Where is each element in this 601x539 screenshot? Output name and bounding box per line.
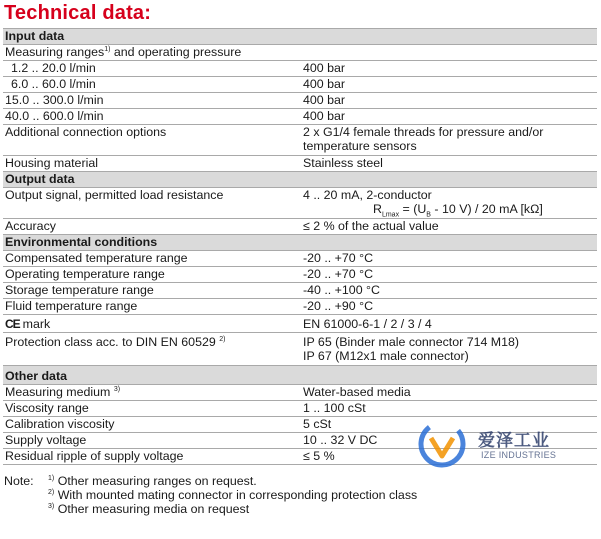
row-value: Stainless steel [301, 156, 597, 172]
row-value: 400 bar [301, 93, 597, 109]
section-title: Other data [3, 366, 597, 385]
table-row [3, 77, 597, 93]
row-label: Measuring ranges$^{1)}$ and operating pressure [3, 45, 597, 61]
row-label: 6.0 .. 60.0 l/min [3, 77, 301, 93]
table-row [3, 333, 597, 366]
row-label: 1.2 .. 20.0 l/min [3, 61, 301, 77]
row-label: Compensated temperature range [3, 251, 301, 267]
ize-watermark [418, 420, 578, 468]
table-row [3, 283, 597, 299]
table-row [3, 93, 597, 109]
ize-logo-icon [418, 420, 466, 468]
footnote-1: Note: $^{1)}$ Other measuring ranges on request. [4, 474, 257, 488]
row-value: 1 .. 100 cSt [301, 401, 597, 417]
row-value: -20 .. +70 °C [301, 267, 597, 283]
row-label: Operating temperature range [3, 267, 301, 283]
row-label: Supply voltage [3, 433, 301, 449]
table-row [3, 61, 597, 77]
section-header-environment [3, 235, 597, 251]
table-row [3, 267, 597, 283]
row-value: 4 .. 20 mA, 2-conductor $R_{Lmax} = (U_B - 10$ V) / 20 mA [kΩ] [301, 188, 597, 219]
row-label: Storage temperature range [3, 283, 301, 299]
table-row [3, 45, 597, 61]
row-label: Residual ripple of supply voltage [3, 449, 301, 465]
row-value: ≤ 2 % of the actual value [301, 219, 597, 235]
row-value: IP 65 (Binder male connector 714 M18) IP 67 (M12x1 male connector) [301, 333, 597, 366]
row-value: 2 x G1/4 female threads for pressure and/or temperature sensors [301, 125, 597, 156]
section-header-input [3, 29, 597, 45]
note-label: Note: [4, 474, 34, 488]
row-label: 15.0 .. 300.0 l/min [3, 93, 301, 109]
row-value: EN 61000-6-1 / 2 / 3 / 4 [301, 315, 597, 333]
footnote-2: $^{2)}$ With mounted mating connector in corresponding protection class [48, 488, 418, 502]
table-row [3, 125, 597, 156]
table-row [3, 156, 597, 172]
section-title: Output data [3, 172, 597, 188]
row-label: Calibration viscosity [3, 417, 301, 433]
technical-data-table [3, 28, 597, 465]
table-row [3, 401, 597, 417]
footnote-ref: 3) [113, 385, 121, 393]
table-row [3, 219, 597, 235]
row-value: -40 .. +100 °C [301, 283, 597, 299]
row-value: -20 .. +70 °C [301, 251, 597, 267]
table-row [3, 385, 597, 401]
table-row [3, 315, 597, 333]
row-value: 400 bar [301, 61, 597, 77]
table-row [3, 109, 597, 125]
row-label: Fluid temperature range [3, 299, 301, 315]
footnote-3: $^{3)}$ Other measuring media on request [48, 502, 250, 516]
row-value: 5 cSt [301, 417, 597, 433]
row-value: Water-based media [301, 385, 597, 401]
footnote-ref: 2) [219, 335, 226, 343]
section-header-output [3, 172, 597, 188]
ce-mark-icon: CE [5, 317, 20, 331]
row-label: Output signal, permitted load resistance [3, 188, 301, 219]
section-header-other [3, 366, 597, 385]
row-label: Protection class acc. to DIN EN 60529 $^{2)}$ [3, 333, 301, 366]
row-value: 400 bar [301, 77, 597, 93]
table-row [3, 299, 597, 315]
row-label: Viscosity range [3, 401, 301, 417]
page-title: Technical data: [4, 2, 152, 24]
row-label: CE mark [3, 315, 301, 333]
row-label: 40.0 .. 600.0 l/min [3, 109, 301, 125]
row-label: Accuracy [3, 219, 301, 235]
watermark-chinese-text: 爱泽工业 [478, 431, 550, 450]
row-value: ≤ 5 % [301, 449, 597, 465]
section-title: Input data [3, 29, 597, 45]
row-label: Additional connection options [3, 125, 301, 156]
row-value: 400 bar [301, 109, 597, 125]
watermark-english-text: IZE INDUSTRIES [481, 450, 557, 460]
row-label: Measuring medium $^{3)}$ [3, 385, 301, 401]
row-label: Housing material [3, 156, 301, 172]
table-row [3, 251, 597, 267]
row-value: -20 .. +90 °C [301, 299, 597, 315]
section-title: Environmental conditions [3, 235, 597, 251]
load-resistance-formula: $R_{Lmax} = (U_B - 10$ V) / 20 mA [kΩ] [373, 202, 543, 219]
footnote-ref: 1) [104, 45, 111, 53]
footnotes [4, 474, 417, 516]
table-row [3, 188, 597, 219]
row-value: 10 .. 32 V DC [301, 433, 597, 449]
